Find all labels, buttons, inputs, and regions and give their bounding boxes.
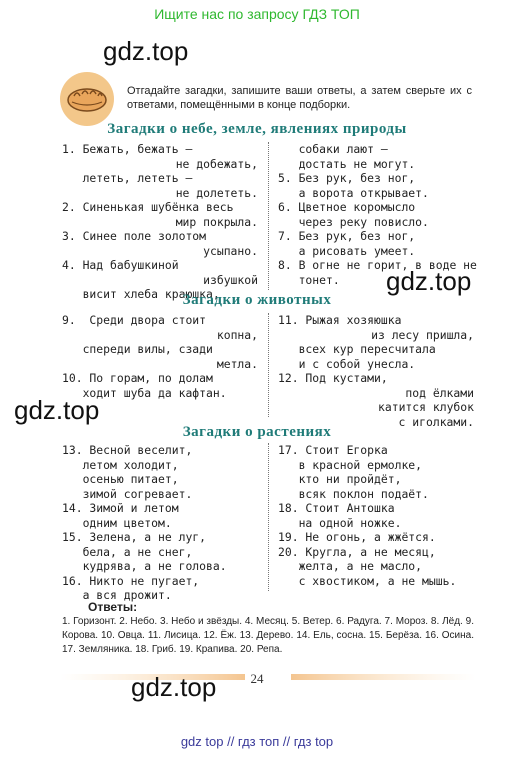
watermark: gdz.top xyxy=(131,672,217,702)
riddle-line: с хвостиком, а не мышь. xyxy=(278,573,457,588)
riddle-line: ходит шуба да кафтан. xyxy=(62,385,227,400)
riddle-line: 5. Без рук, без ног, xyxy=(278,171,416,185)
page-number: 24 xyxy=(250,671,264,686)
riddle-line: а ворота открывает. xyxy=(278,185,429,200)
section-title-animals: Загадки о животных xyxy=(182,292,332,308)
riddle-line: 4. Над бабушкиной xyxy=(62,258,179,272)
bottom-banner: gdz top // гдз топ // гдз top xyxy=(180,734,334,749)
riddle-line: 1. Бежать, бежать — xyxy=(62,142,193,156)
riddle-line: метла. xyxy=(175,356,258,371)
riddle-line: 8. В огне не горит, в воде не xyxy=(278,258,477,272)
riddle-line: кто ни пройдёт, xyxy=(278,472,402,486)
riddle-line: тонет. xyxy=(278,272,340,287)
riddles-right-3 xyxy=(278,443,478,588)
riddle-line: 9. Среди двора стоит xyxy=(62,313,207,327)
riddle-line: бела, а не снег, xyxy=(62,544,193,559)
riddle-line: копна, xyxy=(175,327,258,342)
riddle-line: 6. Цветное коромысло xyxy=(278,200,416,214)
riddle-line: 20. Кругла, а не месяц, xyxy=(278,544,436,559)
riddle-line: а вся дрожит. xyxy=(62,588,172,602)
riddle-line: желта, а не масло, xyxy=(278,559,423,573)
riddle-line: летом холодит, xyxy=(62,457,179,472)
column-divider xyxy=(268,313,269,417)
riddle-line: зимой согревает. xyxy=(62,486,193,501)
riddle-line: избушкой xyxy=(161,272,258,287)
riddle-line: в красной ермолке, xyxy=(278,457,423,472)
riddle-line: с иголками. xyxy=(357,414,474,429)
answers-text: 1. Горизонт. 2. Небо. 3. Небо и звёзды. 4. Месяц. 5. Ветер. 6. Радуга. 7. Мороз. 8. Лёд. 9. Корова. 10. Овца. 11. Лисица. 12. Ёж. 13. Дерево. 14. Ель, сосна. 15. Берёза. 16. Осина. 17. Земляника. 18. Гриб. 19. Крапива. 20. Репа. xyxy=(62,616,474,655)
riddle-line: через реку повисло. xyxy=(278,214,429,229)
riddle-line: спереди вилы, сзади xyxy=(62,342,213,356)
riddle-line: всех кур пересчитала xyxy=(278,342,436,356)
watermark: gdz.top xyxy=(103,36,189,66)
riddle-line: не добежать, xyxy=(134,156,258,171)
riddle-line: 7. Без рук, без ног, xyxy=(278,229,416,243)
riddle-line: катится клубок xyxy=(336,400,474,414)
riddle-line: усыпано. xyxy=(161,243,258,258)
riddle-line: 18. Стоит Антошка xyxy=(278,501,395,515)
riddle-line: всяк поклон подаёт. xyxy=(278,486,429,501)
riddle-line: 13. Весной веселит, xyxy=(62,443,193,457)
riddle-line: лететь, лететь — xyxy=(62,171,193,185)
section-title-plants: Загадки о растениях xyxy=(182,424,332,440)
riddle-line: одним цветом. xyxy=(62,515,172,530)
riddle-line: 12. Под кустами, xyxy=(278,371,388,385)
riddle-line: осенью питает, xyxy=(62,472,179,486)
riddles-left-2 xyxy=(62,313,258,400)
riddle-line: кудрява, а не голова. xyxy=(62,559,227,573)
riddle-line: из лесу пришла, xyxy=(329,327,474,342)
instruction-text: Отгадайте загадки, запишите ваши ответы, а затем сверьте их с ответами, помещёнными в конце подборки. xyxy=(127,85,472,111)
riddle-line: и с собой унесла. xyxy=(278,356,416,371)
riddles-left-3 xyxy=(62,443,258,603)
top-banner: Ищите нас по запросу ГДЗ ТОП xyxy=(154,6,360,22)
section-title-sky: Загадки о небе, земле, явлениях природы xyxy=(107,121,407,137)
riddle-line: 11. Рыжая хозяюшка xyxy=(278,313,402,327)
riddle-line: а рисовать умеет. xyxy=(278,243,416,258)
riddle-line: 3. Синее поле золотом xyxy=(62,229,207,243)
riddle-line: 14. Зимой и летом xyxy=(62,501,179,515)
riddle-line: 10. По горам, по долам xyxy=(62,371,213,385)
riddle-line: 16. Никто не пугает, xyxy=(62,573,200,588)
column-divider xyxy=(268,443,269,591)
watermark: gdz.top xyxy=(386,266,472,296)
column-divider xyxy=(268,142,269,290)
riddle-line: 2. Синенькая шубёнка весь xyxy=(62,200,234,214)
watermark: gdz.top xyxy=(14,395,100,425)
riddle-line: под ёлками xyxy=(364,385,474,400)
riddle-line: достать не могут. xyxy=(278,156,416,171)
riddle-line: на одной ножке. xyxy=(278,515,402,530)
riddle-line: 17. Стоит Егорка xyxy=(278,443,388,457)
bread-icon xyxy=(60,72,114,126)
riddle-line: висит хлеба краюшка, xyxy=(62,287,220,301)
riddles-right-2 xyxy=(278,313,474,429)
riddle-line: 19. Не огонь, а жжётся. xyxy=(278,530,436,544)
riddle-line: 15. Зелена, а не луг, xyxy=(62,530,207,544)
riddle-line: мир покрыла. xyxy=(134,214,258,229)
riddles-left-1 xyxy=(62,142,258,302)
riddle-line: собаки лают — xyxy=(278,142,388,156)
answers-title: Ответы: xyxy=(88,600,138,614)
riddle-line: не долететь. xyxy=(134,185,258,200)
